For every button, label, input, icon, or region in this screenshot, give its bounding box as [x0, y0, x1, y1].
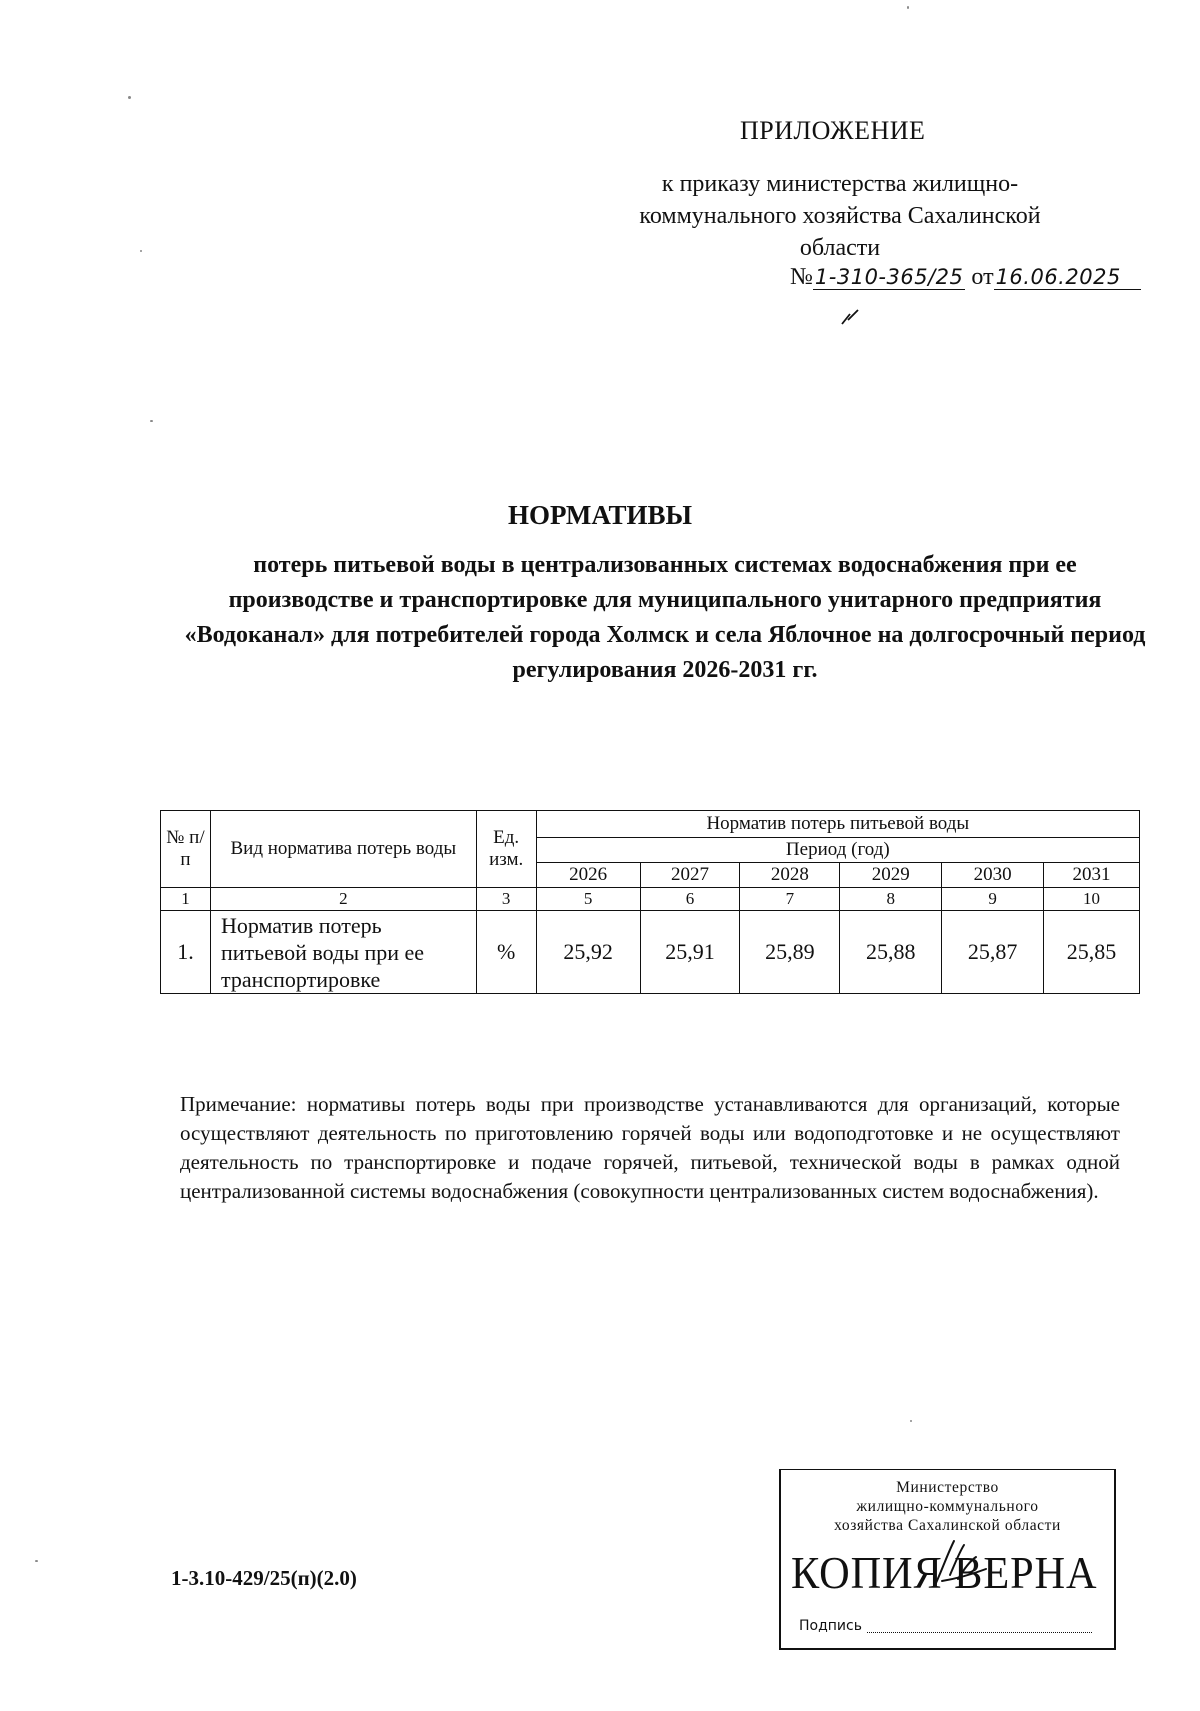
header-year: 2028 [740, 863, 840, 888]
header-unit: Ед. изм. [476, 811, 536, 888]
row-value: 25,85 [1044, 911, 1140, 994]
row-value: 25,92 [536, 911, 640, 994]
header-norm-type: Вид норматива потерь воды [210, 811, 476, 888]
scan-speck [150, 420, 153, 422]
stamp-organization [781, 1478, 1114, 1535]
scan-speck [140, 250, 142, 252]
stamp-org-line: жилищно-коммунального [856, 1498, 1039, 1515]
header-year: 2027 [640, 863, 740, 888]
column-index: 1 [161, 888, 211, 911]
document-title: НОРМАТИВЫ [507, 500, 693, 530]
order-date-prefix: от [971, 264, 994, 290]
column-index: 8 [840, 888, 942, 911]
order-date: 16.06.2025 [994, 265, 1141, 290]
row-unit: % [476, 911, 536, 994]
note-paragraph: Примечание: нормативы потерь воды при производстве устанавливаются для организаций, которые осуществляют деятельность по приготовлению горячей воды или водоподготовке и не осуществляют деятельность по транспортировке и подаче горячей, питьевой, технической воды в рамках одной централизованной системы водоснабжения (совокупности централизованных систем водоснабжения). [180, 1092, 1120, 1203]
header-number: № п/п [161, 811, 211, 888]
table-row [161, 911, 1140, 994]
header-year: 2031 [1044, 863, 1140, 888]
row-value: 25,89 [740, 911, 840, 994]
scan-speck [35, 1560, 38, 1562]
stamp-org-line: хозяйства Сахалинской области [834, 1517, 1061, 1534]
document-number: 1-3.10-429/25(п)(2.0) [171, 1566, 357, 1590]
column-index: 10 [1044, 888, 1140, 911]
row-value: 25,87 [942, 911, 1044, 994]
column-index: 7 [740, 888, 840, 911]
scan-speck [907, 6, 909, 9]
column-index: 9 [942, 888, 1044, 911]
stamp-org-line: Министерство [896, 1479, 999, 1496]
initials-mark-icon [838, 306, 868, 328]
row-value: 25,88 [840, 911, 942, 994]
header-period: Период (год) [536, 838, 1139, 863]
column-index: 6 [640, 888, 740, 911]
header-year: 2030 [942, 863, 1044, 888]
column-index: 5 [536, 888, 640, 911]
row-number: 1. [161, 911, 211, 994]
appendix-reference: к приказу министерства жилищно-коммунального хозяйства Сахалинской области [639, 171, 1041, 261]
row-norm-type: Норматив потерь питьевой воды при ее транспортировке [210, 911, 476, 994]
scan-speck [910, 1420, 912, 1422]
header-norm-group: Норматив потерь питьевой воды [536, 811, 1139, 838]
stamp-signature-label: Подпись [799, 1618, 862, 1634]
document-subtitle: потерь питьевой воды в централизованных системах водоснабжения при ее производстве и транспортировке для муниципального унитарного предприятия «Водоканал» для потребителей города Холмск и села Яблочное на долгосрочный период регулирования 2026-2031 гг. [184, 552, 1146, 683]
norms-table [160, 810, 1140, 994]
order-number-prefix: № [790, 264, 813, 290]
order-line [790, 264, 1141, 291]
order-number: 1-310-365/25 [814, 265, 964, 289]
stamp-main-text: КОПИЯ ВЕРНА [791, 1547, 1098, 1598]
header-year: 2026 [536, 863, 640, 888]
stamp-signature-line [867, 1632, 1092, 1633]
column-index: 3 [476, 888, 536, 911]
signature-icon [930, 1535, 990, 1590]
scan-speck [128, 96, 131, 99]
header-year: 2029 [840, 863, 942, 888]
column-index-row [161, 888, 1140, 911]
column-index: 2 [210, 888, 476, 911]
appendix-title: ПРИЛОЖЕНИЕ [740, 116, 926, 145]
row-value: 25,91 [640, 911, 740, 994]
